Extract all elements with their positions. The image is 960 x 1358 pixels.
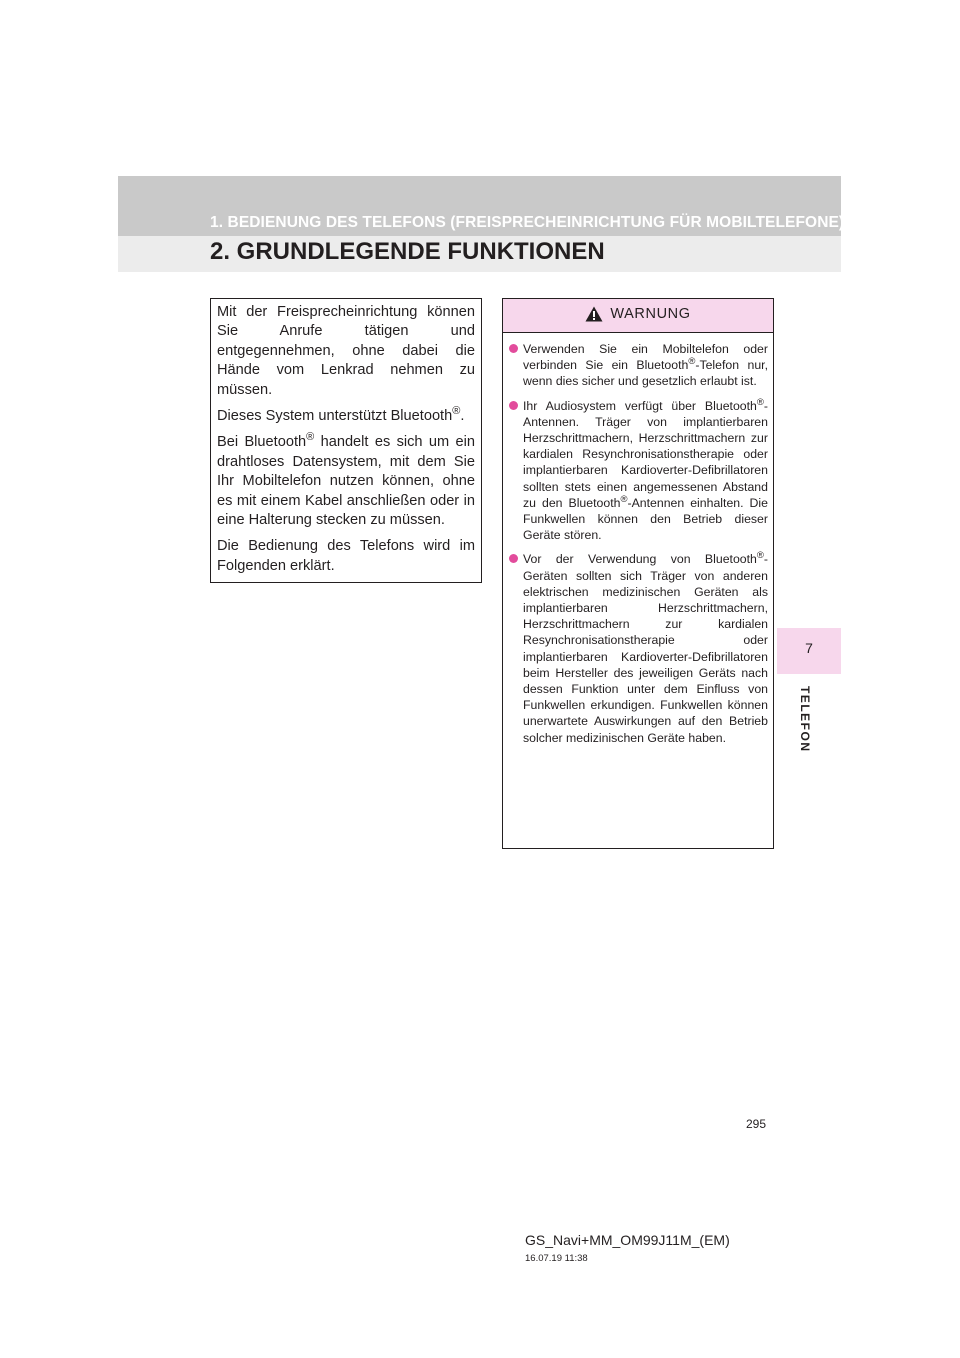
warning-text-part: Verwenden Sie ein Mobiltelefon oder verbinden Sie ein Bluetooth: [523, 342, 768, 373]
warning-text-part: -Antennen. Träger von implantierbaren Herzschrittmachern, Herzschrittmachern zur kardialen Resynchronisationstherapie oder implantierbaren Kardioverter-Defibrillatoren sollten stets einen angemessenen Abstand zu den Bluetooth: [523, 398, 768, 510]
section-title: 1. BEDIENUNG DES TELEFONS (FREISPRECHEINRICHTUNG FÜR MOBILTELEFONE): [210, 214, 845, 231]
intro-text: .: [460, 408, 465, 425]
registered-mark: ®: [756, 396, 764, 408]
page-number: 295: [746, 1117, 767, 1131]
intro-box: [210, 298, 482, 583]
warning-header: [503, 299, 773, 333]
chapter-number: 7: [805, 640, 813, 656]
warning-text: [523, 551, 768, 745]
chapter-tab: [777, 628, 841, 674]
warning-text-part: Ihr Audiosystem verfügt über Bluetooth: [523, 398, 757, 413]
doc-code: GS_Navi+MM_OM99J11M_(EM): [525, 1232, 730, 1248]
intro-paragraph: [217, 433, 475, 530]
registered-mark: ®: [306, 431, 315, 444]
timestamp: 16.07.19 11:38: [525, 1253, 588, 1264]
chapter-label: TELEFON: [798, 686, 812, 753]
warning-item: [508, 341, 768, 390]
intro-text: Bei Bluetooth: [217, 434, 307, 451]
intro-paragraph: Mit der Freisprecheinrichtung können Sie Anrufe tätigen und entgegennehmen, ohne dabei die Hände vom Lenkrad nehmen zu müssen.: [217, 304, 475, 398]
warning-item: [508, 398, 768, 544]
warning-text-part: -Geräten sollten sich Träger von anderen elektrischen medizinischen Geräten als implantierbaren Herzschrittmachern, Herzschrittmachern zur kardialen Resynchronisationstherapie oder implantierbaren Kardioverter-Defibrillatoren beim Hersteller des jeweiligen Geräts nach dessen Funktion unter dem Einfluss von Funkwellen erkundigen. Funkwellen können unerwartete Auswirkungen auf den Betrieb solcher medizinischen Geräte haben.: [523, 552, 768, 745]
intro-paragraph: [217, 407, 475, 426]
warning-text-part: -Telefon nur, wenn dies sicher und gesetzlich erlaubt ist.: [523, 358, 768, 389]
registered-mark: ®: [452, 405, 461, 418]
bullet-icon: [509, 554, 518, 563]
intro-text: Dieses System unterstützt Bluetooth: [217, 408, 453, 425]
registered-mark: ®: [688, 356, 696, 368]
registered-mark: ®: [620, 493, 628, 505]
warning-triangle-icon: [585, 306, 603, 322]
registered-mark: ®: [756, 550, 764, 562]
page-heading: 2. GRUNDLEGENDE FUNKTIONEN: [210, 238, 605, 265]
intro-text: handelt es sich um ein drahtloses Datensystem, mit dem Sie Ihr Mobiltelefon nutzen können, ohne es mit einem Kabel anschließen oder in eine Halterung stecken zu müssen.: [217, 434, 475, 529]
warning-text: [523, 398, 768, 544]
warning-body: [503, 333, 773, 746]
warning-text: [523, 341, 768, 390]
warning-text-part: -Antennen einhalten. Die Funkwellen können den Betrieb dieser Geräte stören.: [523, 495, 768, 543]
warning-title: WARNUNG: [610, 305, 691, 322]
warning-text-part: Vor der Verwendung von Bluetooth: [523, 552, 757, 567]
warning-item: [508, 551, 768, 745]
bullet-icon: [509, 344, 518, 353]
warning-box: [502, 298, 774, 849]
bullet-icon: [509, 401, 518, 410]
intro-paragraph: Die Bedienung des Telefons wird im Folgenden erklärt.: [217, 538, 475, 574]
